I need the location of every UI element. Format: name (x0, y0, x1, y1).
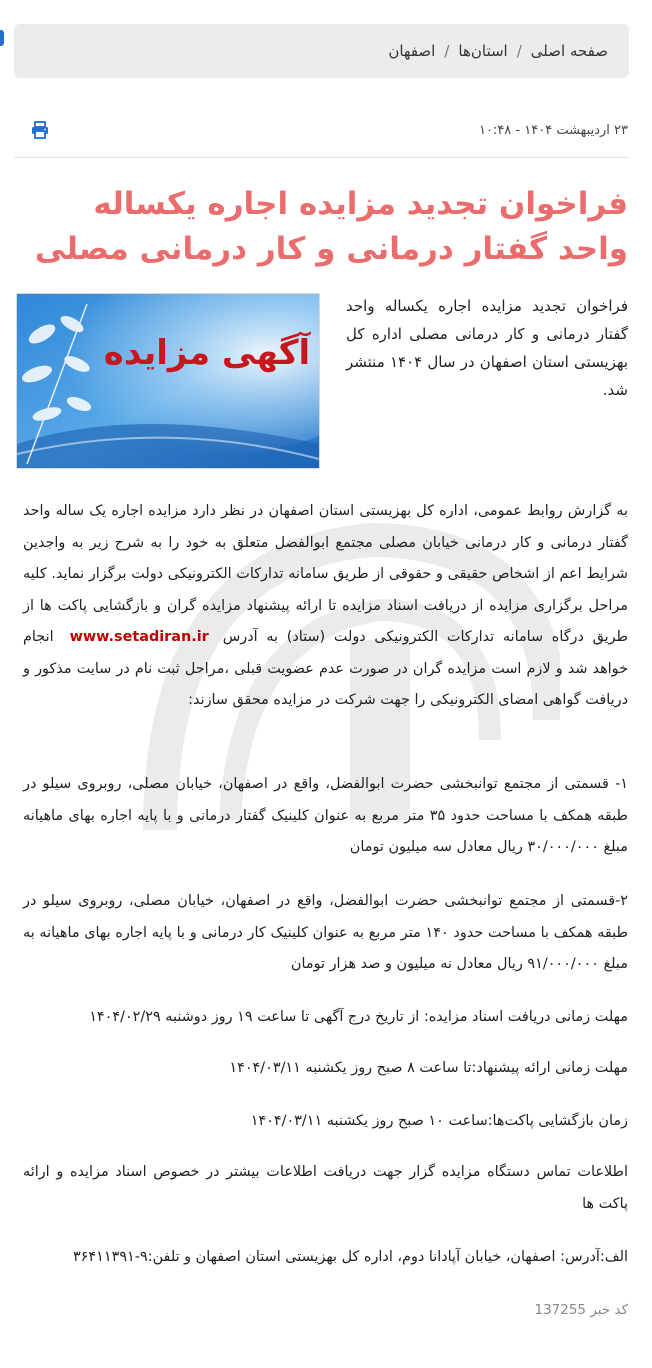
article-paragraph: اطلاعات تماس دستگاه مزایده گزار جهت دریافت اطلاعات بیشتر در خصوص اسناد مزایده و ارائه پاکت ها (23, 1164, 628, 1212)
article-meta (14, 118, 629, 142)
article-title: فراخوان تجدید مزایده اجاره یکساله واحد گفتار درمانی و کار درمانی مصلی (34, 186, 628, 267)
news-code: کد خبر 137255 (534, 1302, 628, 1318)
article-paragraph: ۱- قسمتی از مجتمع توانبخشی حضرت ابوالفضل، واقع در اصفهان، خیابان مصلی، روبروی سیلو در طبقه همکف با مساحت حدود ۳۵ متر مربع به عنوان کلینیک گفتار درمانی و با پایه اجاره بهای ماهیانه مبلغ ۳۰/۰۰۰/۰۰۰ ریال معادل سه میلیون تومان (23, 776, 628, 855)
breadcrumb-separator: / (444, 42, 450, 60)
breadcrumb (14, 24, 629, 78)
publish-date: ۲۳ اردیبهشت ۱۴۰۴ - ۱۰:۴۸ (478, 122, 628, 138)
article-paragraph: ۲-قسمتی از مجتمع توانبخشی حضرت ابوالفضل، واقع در اصفهان، خیابان مصلی، روبروی سیلو در طبقه همکف با مساحت حدود ۱۴۰ متر مربع به عنوان کلینیک کار درمانی و با پایه اجاره بهای ماهیانه به مبلغ ۹۱/۰۰۰/۰۰۰ ریال معادل نه میلیون و صد هزار تومان (23, 893, 628, 972)
article-paragraph: مهلت زمانی دریافت اسناد مزایده: از تاریخ درج آگهی تا ساعت ۱۹ روز دوشنبه ۱۴۰۴/۰۲/۲۹ (89, 1009, 628, 1025)
paragraph-text: به گزارش روابط عمومی، اداره کل بهزیستی استان اصفهان در نظر دارد مزایده اجاره یک ساله واحد گفتار درمانی و کار درمانی خیابان مصلی مجتمع ابوالفضل متعلق به خود را به شرح زیر به واجدین شرایط اعم از اشخاص حقیقی و حقوقی از طریق سامانه تدارکات الکترونیکی دولت برگزار نماید. کلیه مراحل برگزاری مزایده از دریافت اسناد مزایده تا ارائه پیشنهاد مزایده گران و بازگشایی پاکت ها از طریق درگاه سامانه تدارکات الکترونیکی دولت (ستاد) به آدرس (23, 503, 628, 645)
breadcrumb-home-link[interactable]: صفحه اصلی (530, 42, 608, 60)
breadcrumb-current: اصفهان (388, 42, 436, 60)
article-paragraph (23, 496, 628, 717)
image-caption: آگهی مزایده (103, 333, 311, 373)
article-paragraph: مهلت زمانی ارائه پیشنهاد:تا ساعت ۸ صبح روز یکشنبه ۱۴۰۴/۰۳/۱۱ (229, 1060, 628, 1076)
side-tab-indicator (0, 30, 4, 46)
article-lead: فراخوان تجدید مزایده اجاره یکساله واحد گفتار درمانی و کار درمانی مصلی اداره کل بهزیستی استان اصفهان در سال ۱۴۰۴ منتشر شد. (346, 297, 629, 399)
divider (14, 157, 629, 158)
breadcrumb-provinces-link[interactable]: استان‌ها (458, 42, 508, 60)
article-paragraph: الف:آدرس: اصفهان، خیابان آپادانا دوم، اداره کل بهزیستی استان اصفهان و تلفن:۹-۳۶۴۱۱۳۹۱ (72, 1249, 628, 1265)
paragraph-text: انجام خواهد شد و لازم است مزایده گران در صورت عدم عضویت قبلی ،مراحل ثبت نام در سایت مذکور و دریافت گواهی امضای الکترونیکی را جهت شرکت در مزایده محقق سازند: (23, 629, 628, 708)
setadiran-link[interactable]: www.setadiran.ir (69, 629, 209, 645)
print-icon[interactable] (30, 120, 50, 140)
article-paragraph: زمان بازگشایی پاکت‌ها:ساعت ۱۰ صبح روز یکشنبه ۱۴۰۴/۰۳/۱۱ (250, 1113, 628, 1129)
article-image (16, 293, 320, 469)
breadcrumb-separator: / (516, 42, 522, 60)
